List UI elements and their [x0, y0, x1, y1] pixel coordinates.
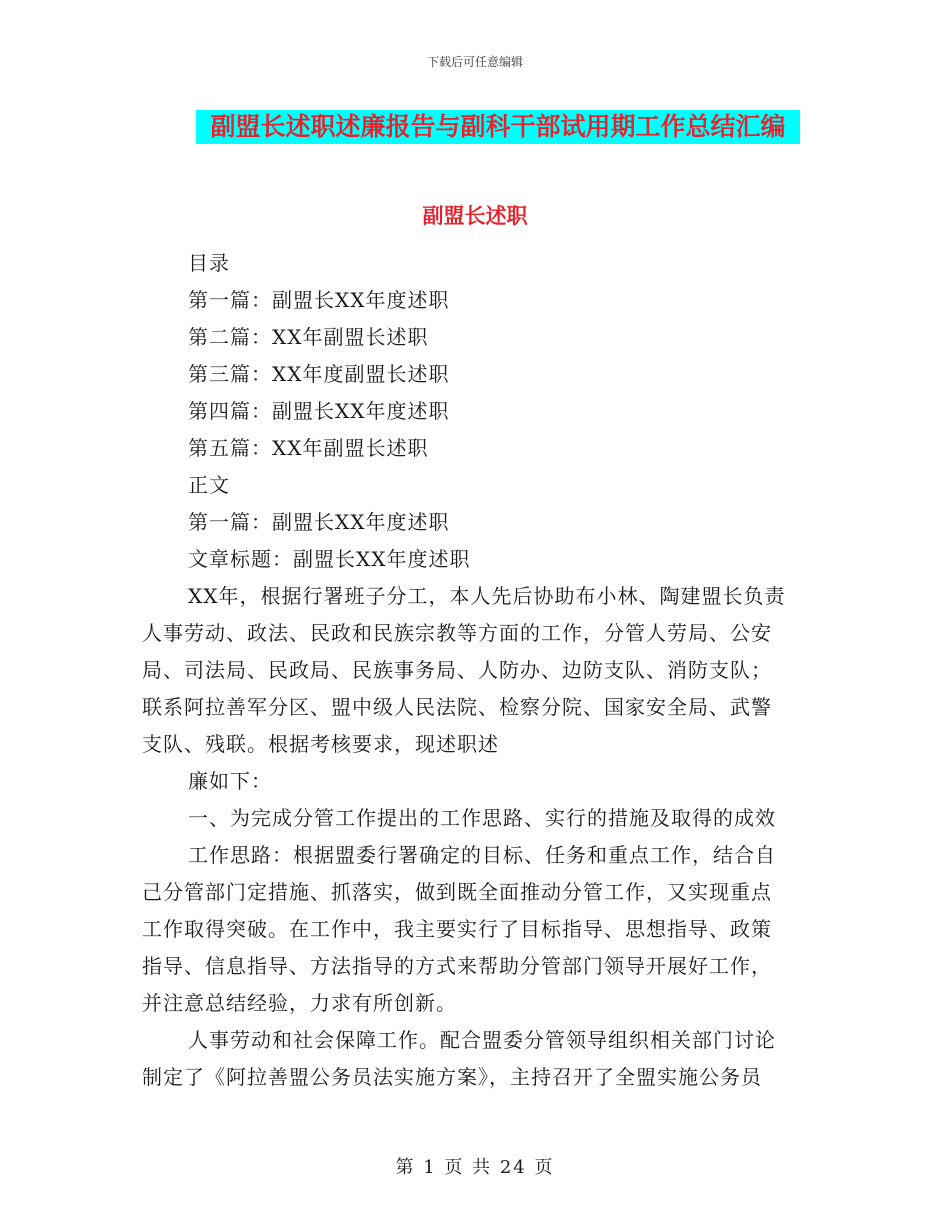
text-line: 支队、残联。根据考核要求，现述职述 [142, 732, 499, 756]
text-line: 指导、信息指导、方法指导的方式来帮助分管部门领导开展好工作， [142, 954, 772, 978]
text-line: 廉如下： [188, 769, 272, 793]
text-line: 正文 [188, 473, 230, 497]
text-line: 第五篇：XX年副盟长述职 [188, 436, 429, 460]
text-line: 并注意总结经验，力求有所创新。 [142, 991, 457, 1015]
text-line: 工作取得突破。在工作中，我主要实行了目标指导、思想指导、政策 [142, 917, 772, 941]
text-line: 目录 [188, 251, 230, 275]
text-line: 人事劳动、政法、民政和民族宗教等方面的工作，分管人劳局、公安 [142, 621, 772, 645]
text-line: 第一篇：副盟长XX年度述职 [188, 510, 450, 534]
text-line: 第三篇：XX年度副盟长述职 [188, 362, 450, 386]
text-line: 联系阿拉善军分区、盟中级人民法院、检察分院、国家安全局、武警 [142, 695, 772, 719]
text-line: 人事劳动和社会保障工作。配合盟委分管领导组织相关部门讨论 [188, 1028, 776, 1052]
text-line: 文章标题：副盟长XX年度述职 [188, 547, 471, 571]
text-line: XX年，根据行署班子分工，本人先后协助布小林、陶建盟长负责 [188, 584, 786, 608]
body-text [142, 245, 802, 1096]
text-line: 局、司法局、民政局、民族事务局、人防办、边防支队、消防支队； [142, 658, 772, 682]
text-line: 一、为完成分管工作提出的工作思路、实行的措施及取得的成效 [188, 806, 776, 830]
section-title: 副盟长述职 [422, 203, 528, 228]
text-line: 第二篇：XX年副盟长述职 [188, 325, 429, 349]
text-line: 第四篇：副盟长XX年度述职 [188, 399, 450, 423]
header-note: 下载后可任意编辑 [426, 55, 523, 69]
text-line: 己分管部门定措施、抓落实，做到既全面推动分管工作，又实现重点 [142, 880, 772, 904]
document-title: 副盟长述职述廉报告与副科干部试用期工作总结汇编 [196, 110, 800, 144]
page-number: 第 1 页 共 24 页 [395, 1157, 555, 1178]
text-line: 第一篇：副盟长XX年度述职 [188, 288, 450, 312]
text-line: 制定了《阿拉善盟公务员法实施方案》，主持召开了全盟实施公务员 [142, 1065, 762, 1089]
text-line: 工作思路：根据盟委行署确定的目标、任务和重点工作，结合自 [188, 843, 776, 867]
